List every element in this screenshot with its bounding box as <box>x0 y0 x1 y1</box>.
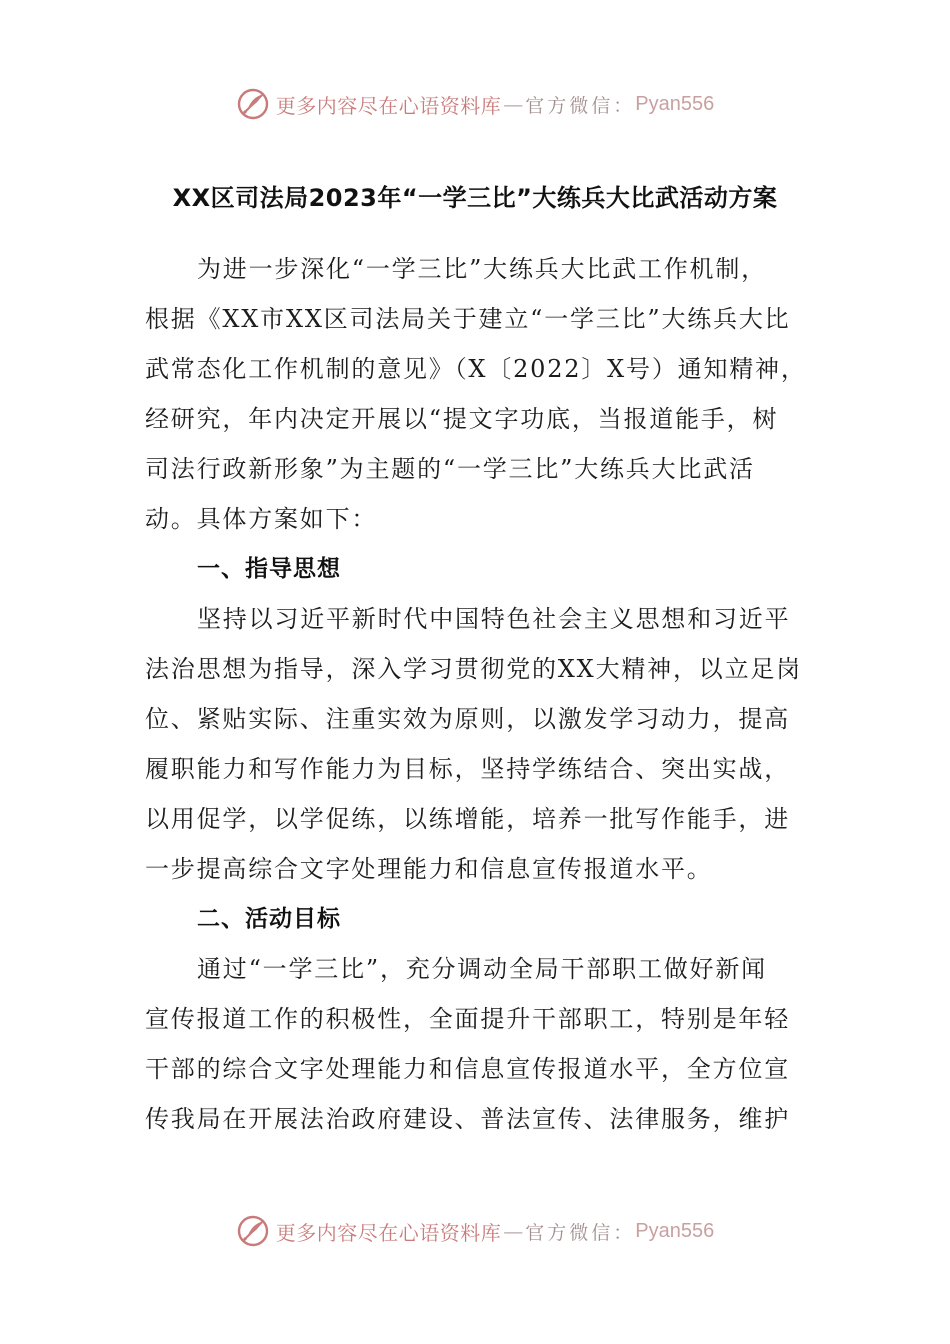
watermark-brand: 更多内容尽在心语资料库 <box>275 93 502 118</box>
watermark-header <box>0 84 950 124</box>
paragraph-line: 宣传报道工作的积极性，全面提升干部职工，特别是年轻 <box>145 1005 790 1033</box>
paragraph-line: 根据《XX市XX区司法局关于建立“一学三比”大练兵大比 <box>145 305 791 333</box>
section-heading-activity-goals: 二、活动目标 <box>197 906 341 932</box>
paragraph-line: 以用促学，以学促练，以练增能，培养一批写作能手，进 <box>145 805 790 833</box>
quill-logo-icon <box>236 87 270 121</box>
quill-logo-icon <box>236 1214 270 1248</box>
watermark-separator: — <box>503 92 524 116</box>
paragraph-line: 坚持以习近平新时代中国特色社会主义思想和习近平 <box>197 605 791 633</box>
paragraph-line: 通过“一学三比”，充分调动全局干部职工做好新闻 <box>197 955 767 983</box>
watermark-footer <box>0 1211 950 1251</box>
paragraph-line: 位、紧贴实际、注重实效为原则，以激发学习动力，提高 <box>145 705 790 733</box>
paragraph-line: 传我局在开展法治政府建设、普法宣传、法律服务，维护 <box>145 1105 790 1133</box>
watermark-wechat-id: Pyan556 <box>635 92 715 115</box>
document-body <box>145 244 805 1144</box>
paragraph-line: 司法行政新形象”为主题的“一学三比”大练兵大比武活 <box>145 455 755 483</box>
section-heading-guiding-ideology: 一、指导思想 <box>197 556 341 582</box>
watermark-official-label: 官方微信： <box>525 1221 636 1244</box>
paragraph-line: 为进一步深化“一学三比”大练兵大比武工作机制， <box>197 255 767 283</box>
paragraph-line: 动。具体方案如下： <box>145 505 378 533</box>
watermark-separator: — <box>503 1219 524 1243</box>
paragraph-line: 一步提高综合文字处理能力和信息宣传报道水平。 <box>145 855 713 883</box>
paragraph-line: 履职能力和写作能力为目标，坚持学练结合、突出实战， <box>145 755 790 783</box>
paragraph-line: 干部的综合文字处理能力和信息宣传报道水平，全方位宣 <box>145 1055 790 1083</box>
watermark-brand: 更多内容尽在心语资料库 <box>275 1220 502 1245</box>
watermark-wechat-id: Pyan556 <box>635 1219 715 1242</box>
document-title: XX区司法局2023年“一学三比”大练兵大比武活动方案 <box>172 184 778 212</box>
paragraph-line: 武常态化工作机制的意见》（X〔2022〕X号）通知精神， <box>145 355 807 383</box>
watermark-official-label: 官方微信： <box>525 94 636 117</box>
paragraph-line: 法治思想为指导，深入学习贯彻党的XX大精神，以立足岗 <box>145 655 802 683</box>
paragraph-line: 经研究，年内决定开展以“提文字功底，当报道能手，树 <box>145 405 779 433</box>
